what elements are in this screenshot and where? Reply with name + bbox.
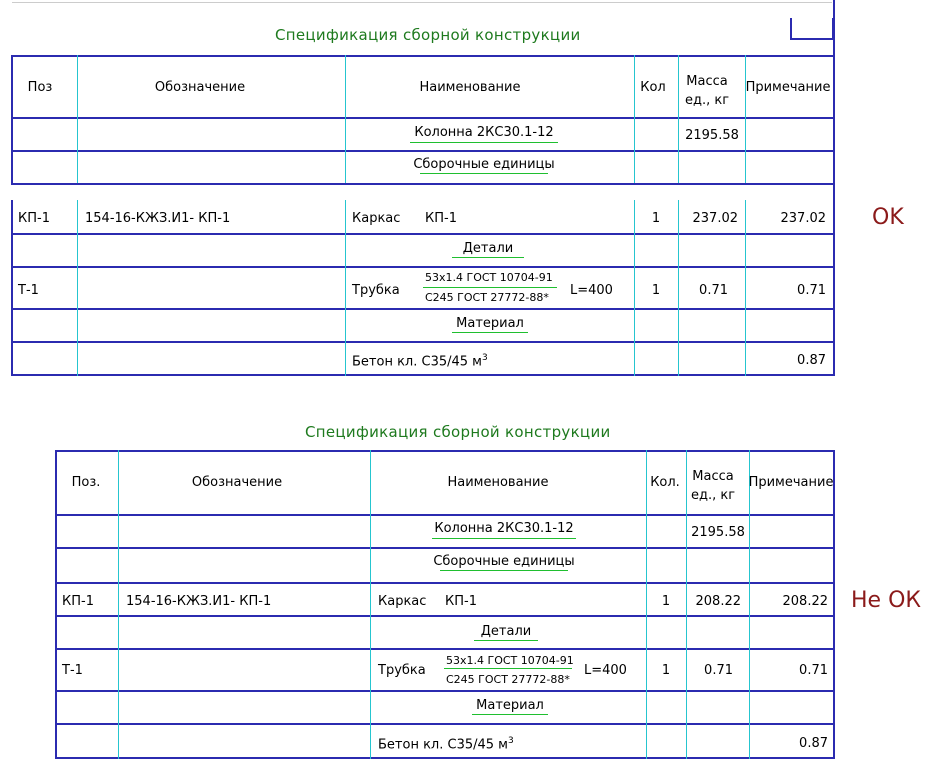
- trubka-steel: С245 ГОСТ 27772-88*: [446, 673, 570, 686]
- header-prim: Примечание: [748, 475, 834, 490]
- column-divider: [745, 55, 746, 183]
- row-divider: [11, 183, 835, 185]
- kolonna-mass: 2195.58: [685, 128, 739, 143]
- column-divider: [646, 450, 647, 759]
- karkas-naim-mark: КП-1: [445, 594, 477, 609]
- trubka-kol: 1: [651, 283, 661, 298]
- header-poz: Поз: [27, 80, 53, 95]
- header-prim: Примечание: [745, 80, 831, 95]
- beton-naim: Бетон кл. С35/45 $м^3$: [378, 736, 514, 753]
- table-border-right: [833, 0, 835, 376]
- header-massa-unit: ед., кг: [684, 93, 730, 108]
- header-naim: Наименование: [419, 80, 521, 95]
- row-divider: [11, 117, 835, 119]
- column-divider: [634, 55, 635, 183]
- karkas-kol: 1: [661, 594, 671, 609]
- karkas-massa: 208.22: [695, 594, 741, 609]
- label-underline: [452, 257, 524, 258]
- label-underline: [420, 173, 548, 174]
- label-underline: [474, 640, 538, 641]
- spec-title: Спецификация сборной конструкции: [305, 423, 611, 441]
- trubka-length: L=400: [584, 663, 627, 678]
- row-divider: [11, 233, 835, 235]
- header-massa: Масса: [692, 469, 734, 484]
- trubka-massa: 0.71: [704, 663, 733, 678]
- header-naim: Наименование: [447, 475, 549, 490]
- trubka-naim: Трубка: [352, 283, 400, 298]
- kolonna-label: Колонна 2КС30.1-12: [414, 125, 554, 140]
- karkas-kol: 1: [651, 211, 661, 226]
- column-divider: [77, 55, 78, 183]
- label-underline: [440, 570, 568, 571]
- row-divider: [55, 648, 835, 650]
- column-divider: [678, 200, 679, 376]
- row-divider: [55, 690, 835, 692]
- row-divider: [11, 341, 835, 343]
- column-divider: [345, 200, 346, 376]
- label-underline: [452, 332, 528, 333]
- section-sbor: Сборочные единицы: [413, 157, 555, 172]
- column-divider: [686, 450, 687, 759]
- header-kol: Кол.: [650, 475, 680, 490]
- table-border-left: [11, 55, 13, 183]
- table-border-top: [55, 450, 835, 452]
- karkas-oboz: 154-16-КЖЗ.И1- КП-1: [85, 211, 231, 226]
- column-divider: [77, 200, 78, 376]
- fraction-line: [423, 287, 557, 288]
- header-oboz: Обозначение: [154, 80, 246, 95]
- trubka-profile: 53x1.4 ГОСТ 10704-91: [425, 271, 553, 284]
- trubka-naim: Трубка: [378, 663, 426, 678]
- karkas-poz: КП-1: [62, 594, 94, 609]
- kolonna-label: Колонна 2КС30.1-12: [434, 521, 574, 536]
- table-border-left: [11, 200, 13, 376]
- table-border-top: [11, 55, 835, 57]
- column-divider: [345, 55, 346, 183]
- kolonna-mass: 2195.58: [691, 525, 745, 540]
- label-underline: [410, 142, 558, 143]
- column-divider: [745, 200, 746, 376]
- section-detali: Детали: [480, 624, 532, 639]
- section-material: Материал: [476, 698, 544, 713]
- karkas-prim: 208.22: [782, 594, 828, 609]
- karkas-poz: КП-1: [18, 211, 50, 226]
- karkas-naim: Каркас: [378, 594, 427, 609]
- unit-superscript: 3: [481, 353, 488, 363]
- unit-superscript: 3: [507, 736, 514, 746]
- label-underline: [432, 538, 576, 539]
- table-border-bottom: [55, 757, 835, 759]
- fraction-line: [444, 668, 572, 669]
- beton-prim: 0.87: [797, 353, 826, 368]
- header-massa-unit: ед., кг: [690, 488, 736, 503]
- status-label-not-ok: Не ОК: [851, 588, 922, 613]
- section-detali: Детали: [462, 241, 514, 256]
- beton-prim: 0.87: [799, 736, 828, 751]
- row-divider: [55, 582, 835, 584]
- spec-title: Спецификация сборной конструкции: [275, 26, 581, 44]
- status-label-ok: OK: [872, 205, 904, 230]
- column-divider: [370, 450, 371, 759]
- frame-top-line: [12, 2, 832, 3]
- trubka-poz: Т-1: [62, 663, 83, 678]
- row-divider: [55, 723, 835, 725]
- karkas-oboz: 154-16-КЖЗ.И1- КП-1: [126, 594, 272, 609]
- table-border-bottom: [11, 374, 835, 376]
- table-border-left: [55, 450, 57, 759]
- trubka-profile: 53x1.4 ГОСТ 10704-91: [446, 654, 574, 667]
- trubka-prim: 0.71: [799, 663, 828, 678]
- section-sbor: Сборочные единицы: [433, 554, 575, 569]
- header-oboz: Обозначение: [191, 475, 283, 490]
- karkas-massa: 237.02: [692, 211, 738, 226]
- row-divider: [11, 150, 835, 152]
- label-underline: [472, 714, 548, 715]
- header-poz: Поз.: [71, 475, 101, 490]
- row-divider: [55, 514, 835, 516]
- header-massa: Масса: [686, 74, 728, 89]
- karkas-prim: 237.02: [780, 211, 826, 226]
- column-divider: [634, 200, 635, 376]
- trubka-length: L=400: [570, 283, 613, 298]
- section-material: Материал: [456, 316, 524, 331]
- column-divider: [749, 450, 750, 759]
- trubka-kol: 1: [661, 663, 671, 678]
- table-border-right: [833, 450, 835, 759]
- beton-naim: Бетон кл. С35/45 $м^3$: [352, 353, 488, 370]
- row-divider: [55, 547, 835, 549]
- frame-corner: [790, 18, 834, 40]
- trubka-steel: С245 ГОСТ 27772-88*: [425, 291, 549, 304]
- trubka-poz: Т-1: [18, 283, 39, 298]
- column-divider: [678, 55, 679, 183]
- header-kol: Кол: [640, 80, 666, 95]
- karkas-naim-mark: КП-1: [425, 211, 457, 226]
- row-divider: [11, 308, 835, 310]
- column-divider: [118, 450, 119, 759]
- trubka-massa: 0.71: [699, 283, 728, 298]
- row-divider: [55, 615, 835, 617]
- row-divider: [11, 266, 835, 268]
- trubka-prim: 0.71: [797, 283, 826, 298]
- karkas-naim: Каркас: [352, 211, 401, 226]
